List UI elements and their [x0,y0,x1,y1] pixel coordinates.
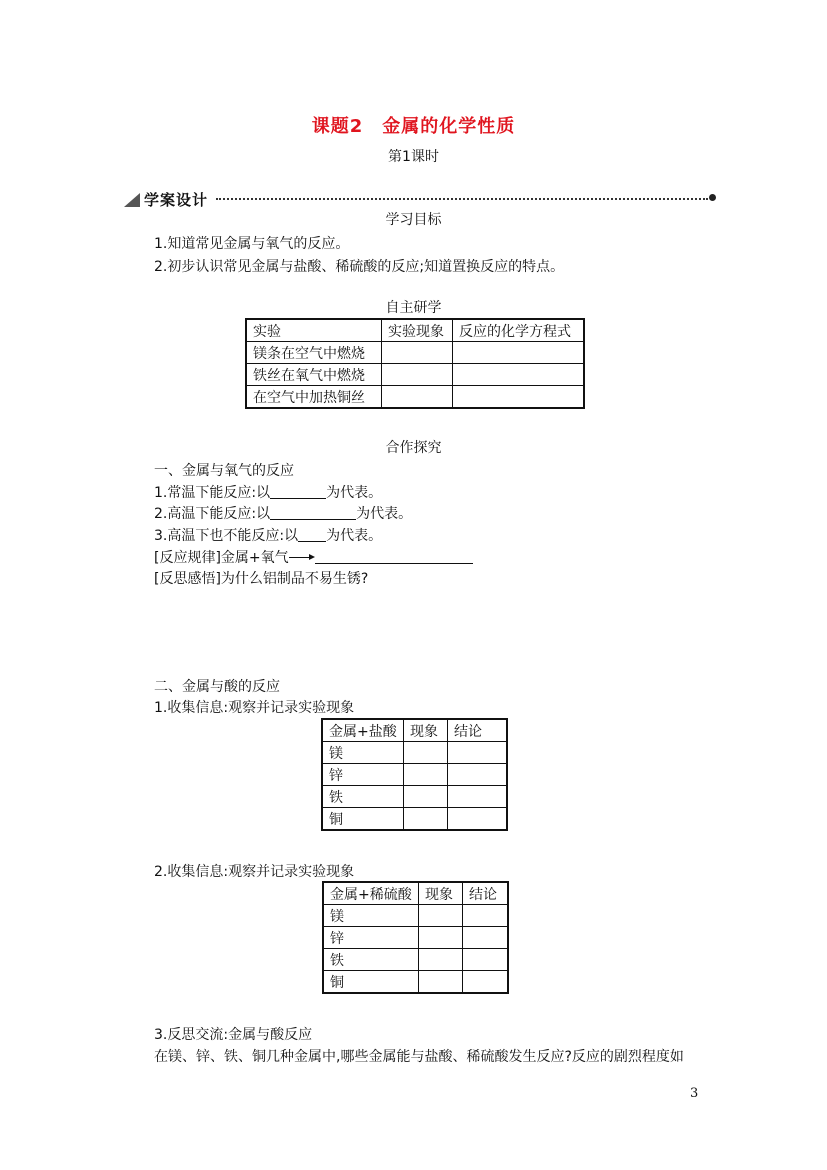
table-row [322,742,507,764]
table-cell-blank[interactable] [453,386,585,409]
table-row [323,971,508,994]
part2-question: 在镁、锌、铁、铜几种金属中,哪些金属能与盐酸、稀硫酸发生反应?反应的剧烈程度如 [154,1049,684,1065]
section-banner [124,188,716,208]
banner-triangle-icon [124,193,140,207]
right-arrow-icon [289,557,315,559]
sulfuric-acid-table [322,881,509,994]
table-row [323,905,508,927]
item-text: 3.高温下也不能反应:以 [154,528,299,544]
table-cell-blank[interactable] [382,342,453,364]
fill-blank[interactable] [298,527,326,542]
item-text: 1.常温下能反应:以 [154,485,271,501]
table-cell-blank[interactable] [419,905,463,927]
table-cell: 在空气中加热铜丝 [246,386,382,409]
banner-end-dot-icon [709,194,716,201]
table-cell-blank[interactable] [404,764,448,786]
table-row [322,808,507,831]
table-row [246,386,584,409]
table-header-cell: 实验现象 [382,319,453,342]
table-cell-blank[interactable] [448,786,508,808]
fill-blank[interactable] [315,549,473,564]
part1-item-3 [154,525,382,545]
table-cell: 铜 [322,808,404,831]
table-header-cell: 现象 [419,882,463,905]
table-cell-blank[interactable] [448,764,508,786]
table-header-cell: 金属+稀硫酸 [323,882,419,905]
table-cell-blank[interactable] [448,808,508,831]
table-row [322,764,507,786]
table-cell-blank[interactable] [463,905,509,927]
table-header-cell: 结论 [463,882,509,905]
table-cell-blank[interactable] [382,364,453,386]
self-study-heading: 自主研学 [385,300,442,316]
table-header-row [246,319,584,342]
table-cell-blank[interactable] [419,927,463,949]
item-text: 为代表。 [326,528,383,544]
lesson-title: 课题2 金属的化学性质 [311,116,516,137]
table-header-cell: 金属+盐酸 [322,719,404,742]
part2-item-2: 2.收集信息:观察并记录实验现象 [154,864,355,880]
part1-item-1 [154,482,382,502]
table-cell-blank[interactable] [404,808,448,831]
item-text: 2.高温下能反应:以 [154,506,271,522]
table-cell: 锌 [322,764,404,786]
table-cell: 镁条在空气中燃烧 [246,342,382,364]
table-row [323,927,508,949]
table-cell-blank[interactable] [463,971,509,994]
item-text: 为代表。 [356,506,413,522]
item-text: 为代表。 [326,485,383,501]
table-header-cell: 现象 [404,719,448,742]
cooperative-heading: 合作探究 [385,440,442,456]
fill-blank[interactable] [270,505,356,520]
table-cell-blank[interactable] [453,342,585,364]
part1-heading: 一、金属与氧气的反应 [154,463,294,479]
page-number: 3 [690,1086,699,1101]
table-cell-blank[interactable] [419,949,463,971]
self-study-table [245,318,585,409]
table-row [246,364,584,386]
table-cell-blank[interactable] [419,971,463,994]
part2-item-1: 1.收集信息:观察并记录实验现象 [154,700,355,716]
hydrochloric-acid-table [321,718,508,831]
fill-blank[interactable] [270,484,326,499]
table-row [322,786,507,808]
objectives-heading: 学习目标 [385,212,442,228]
table-cell-blank[interactable] [404,742,448,764]
table-cell-blank[interactable] [404,786,448,808]
table-cell-blank[interactable] [448,742,508,764]
table-cell-blank[interactable] [382,386,453,409]
table-cell-blank[interactable] [453,364,585,386]
table-cell: 镁 [323,905,419,927]
banner-dotted-rule [216,198,708,200]
table-header-row [322,719,507,742]
table-row [246,342,584,364]
table-row [323,949,508,971]
table-header-cell: 反应的化学方程式 [453,319,585,342]
table-cell: 铁丝在氧气中燃烧 [246,364,382,386]
objective-item: 2.初步认识常见金属与盐酸、稀硫酸的反应;知道置换反应的特点。 [154,259,565,275]
part2-heading: 二、金属与酸的反应 [154,679,280,695]
table-cell: 铁 [323,949,419,971]
table-cell: 镁 [322,742,404,764]
part1-item-2 [154,503,412,523]
objective-item: 1.知道常见金属与氧气的反应。 [154,236,350,252]
reaction-rule [154,547,473,567]
table-header-row [323,882,508,905]
table-cell: 铜 [323,971,419,994]
table-header-cell: 结论 [448,719,508,742]
banner-label: 学案设计 [144,191,209,209]
reflection-question: [反思感悟]为什么铝制品不易生锈? [154,571,369,587]
table-cell: 锌 [323,927,419,949]
rule-text: [反应规律]金属+氧气 [154,550,289,566]
table-header-cell: 实验 [246,319,382,342]
table-cell-blank[interactable] [463,949,509,971]
table-cell-blank[interactable] [463,927,509,949]
part2-item-3: 3.反思交流:金属与酸反应 [154,1027,313,1043]
lesson-subtitle: 第1课时 [388,149,439,165]
table-cell: 铁 [322,786,404,808]
